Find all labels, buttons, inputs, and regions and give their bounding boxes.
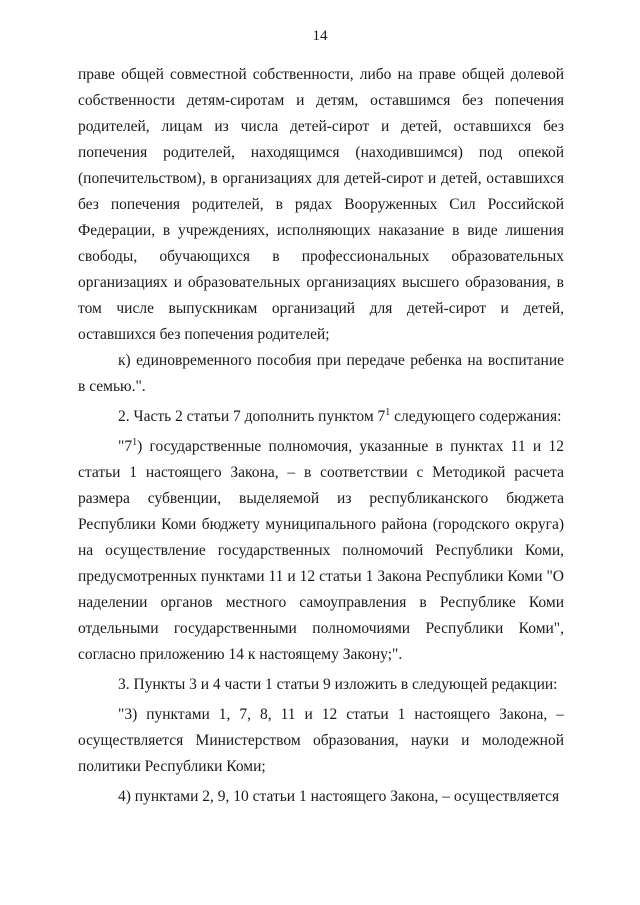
- paragraph-amendment-2: [78, 404, 564, 430]
- superscript-one: 1: [385, 406, 391, 418]
- paragraph-item-7-1: [78, 434, 564, 668]
- item-7-1-start: "7: [118, 438, 133, 455]
- paragraph-item-3: "3) пунктами 1, 7, 8, 11 и 12 статьи 1 настоящего Закона, – осуществляется Министерством образования, науки и молодежной политики Республики Коми;: [78, 706, 564, 775]
- paragraph-item-k: к) единовременного пособия при передаче ребенка на воспитание в семью.".: [78, 352, 564, 395]
- paragraph-continuation: праве общей совместной собственности, либо на праве общей долевой собственности детям-сиротам и детям, оставшимся без попечения родителей, лицам из числа детей-сирот и детей, оставшихся без попечения родителей, находящимся (находившимся) под опекой (попечительством), в организациях для детей-сирот и детей, оставшихся без попечения родителей, в рядах Вооруженных Сил Российской Федерации, в учреждениях, исполняющих наказание в виде лишения свободы, обучающихся в профессиональных образовательных организациях и образовательных организациях высшего образования, в том числе выпускникам организаций для детей-сирот и детей, оставшихся без попечения родителей;: [78, 66, 564, 343]
- page-number: 14: [312, 28, 328, 44]
- item-7-1-text: ) государственные полномочия, указанные в пунктах 11 и 12 статьи 1 настоящего Закона, – в соответствии с Методикой расчета размера субвенции, выделяемой из республиканского бюджета Республики Коми бюджету муниципального района (городского округа) на осуществление государственных полномочий Республики Коми, предусмотренных пунктами 11 и 12 статьи 1 Закона Республики Коми "О наделении органов местного самоуправления в Республике Коми отдельными государственными полномочиями Республики Коми", согласно приложению 14 к настоящему Закону;".: [78, 438, 564, 663]
- paragraph-amendment-3: 3. Пункты 3 и 4 части 1 статьи 9 изложить в следующей редакции:: [118, 676, 558, 693]
- document-body: [78, 62, 564, 810]
- amendment-2-text-end: следующего содержания:: [390, 408, 562, 425]
- amendment-2-text: 2. Часть 2 статьи 7 дополнить пунктом 7: [118, 408, 386, 425]
- paragraph-item-4: 4) пунктами 2, 9, 10 статьи 1 настоящего Закона, – осуществляется: [118, 788, 560, 805]
- superscript-one: 1: [132, 436, 138, 448]
